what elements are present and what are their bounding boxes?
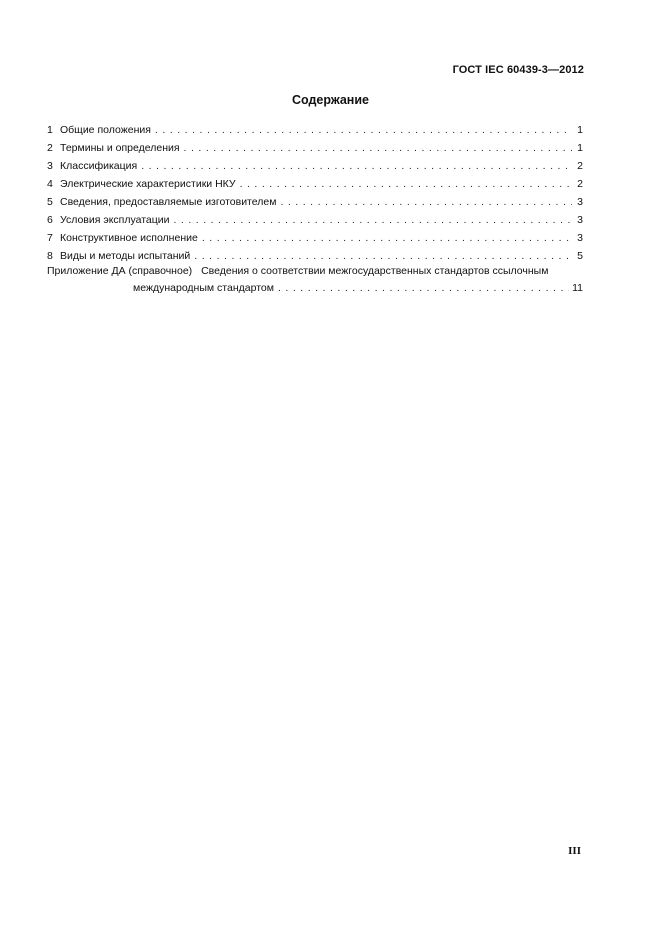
toc-leader-dots	[155, 121, 572, 139]
toc-entry-label: Общие положения	[60, 124, 151, 136]
toc-entry-number: 5	[47, 196, 53, 208]
toc-entry-number: 2	[47, 142, 53, 154]
toc-leader-dots	[202, 229, 572, 247]
toc-entry-page: 3	[577, 232, 583, 244]
toc-entry[interactable]	[47, 157, 583, 175]
toc-entry[interactable]	[47, 193, 583, 211]
toc-entry-page: 3	[577, 214, 583, 226]
toc-leader-dots	[184, 139, 572, 157]
toc-entry[interactable]	[47, 139, 583, 157]
toc-entry[interactable]	[47, 175, 583, 193]
annex-prefix: Приложение ДА (справочное)	[47, 265, 193, 277]
table-of-contents	[47, 121, 583, 265]
toc-entry-label: Электрические характеристики НКУ	[60, 178, 236, 190]
toc-entry[interactable]	[47, 211, 583, 229]
toc-leader-dots	[278, 280, 569, 297]
annex-page: 11	[572, 282, 583, 294]
toc-leader-dots	[240, 175, 572, 193]
toc-entry[interactable]	[47, 121, 583, 139]
annex-title-line2: международным стандартом	[133, 282, 274, 294]
toc-entry[interactable]	[47, 229, 583, 247]
toc-entry-number: 4	[47, 178, 53, 190]
annex-second-line	[47, 280, 583, 297]
toc-entry-number: 7	[47, 232, 53, 244]
toc-entry-page: 1	[577, 142, 583, 154]
toc-entry-label: Условия эксплуатации	[60, 214, 170, 226]
toc-entry-page: 3	[577, 196, 583, 208]
toc-leader-dots	[174, 211, 573, 229]
toc-entry-page: 2	[577, 178, 583, 190]
toc-title: Содержание	[291, 93, 369, 107]
toc-leader-dots	[280, 193, 572, 211]
toc-entry-label: Классификация	[60, 160, 138, 172]
toc-entry-label: Конструктивное исполнение	[60, 232, 198, 244]
toc-entry-page: 2	[577, 160, 583, 172]
toc-entry-label: Виды и методы испытаний	[60, 250, 191, 262]
toc-entry-number: 1	[47, 124, 53, 136]
toc-entry-number: 8	[47, 250, 53, 262]
page-number: III	[568, 845, 581, 857]
toc-entry-label: Сведения, предоставляемые изготовителем	[60, 196, 277, 208]
toc-entry-number: 3	[47, 160, 53, 172]
toc-entry-page: 1	[577, 124, 583, 136]
toc-annex-entry[interactable]	[47, 263, 583, 297]
toc-entry-number: 6	[47, 214, 53, 226]
toc-entry-label: Термины и определения	[60, 142, 180, 154]
toc-leader-dots	[141, 157, 572, 175]
annex-first-line	[47, 263, 583, 280]
document-id: ГОСТ IEC 60439-3—2012	[452, 64, 584, 76]
toc-entry-page: 5	[577, 250, 583, 262]
annex-title-line1: Сведения о соответствии межгосударственных стандартов ссылочным	[201, 265, 549, 277]
